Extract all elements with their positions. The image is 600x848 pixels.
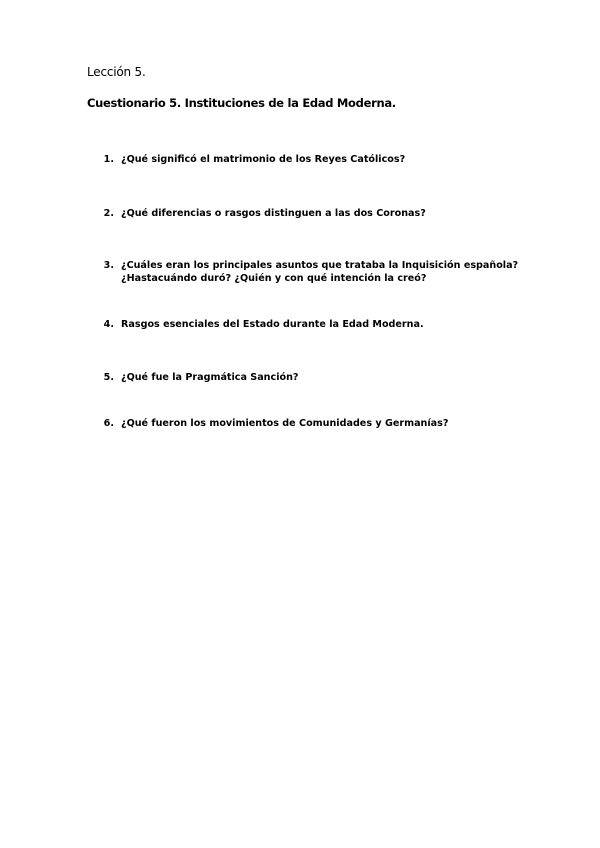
question-number: 4. [103, 319, 114, 330]
question-text: ¿Qué significó el matrimonio de los Reyes Católicos? [121, 154, 406, 165]
question-item [100, 371, 520, 384]
question-text: ¿Qué fueron los movimientos de Comunidades y Germanías? [121, 418, 449, 429]
question-item [100, 259, 520, 285]
question-text: ¿Qué diferencias o rasgos distinguen a las dos Coronas? [121, 208, 426, 219]
lesson-title: Lección 5. [87, 65, 146, 79]
question-number: 6. [103, 418, 114, 429]
question-number: 5. [103, 372, 114, 383]
question-text: ¿Qué fue la Pragmática Sanción? [121, 372, 299, 383]
question-item [100, 318, 520, 331]
question-number: 2. [103, 208, 114, 219]
question-item [100, 207, 520, 220]
question-text: ¿Cuáles eran los principales asuntos que trataba la Inquisición española? ¿Hastacuándo duró? ¿Quién y con qué intención la creó? [121, 260, 519, 284]
question-text: Rasgos esenciales del Estado durante la Edad Moderna. [121, 319, 424, 330]
question-number: 1. [103, 154, 114, 165]
question-item [100, 417, 520, 430]
quiz-title: Cuestionario 5. Instituciones de la Edad Moderna. [87, 96, 396, 110]
question-number: 3. [103, 260, 114, 271]
question-item [100, 153, 520, 166]
